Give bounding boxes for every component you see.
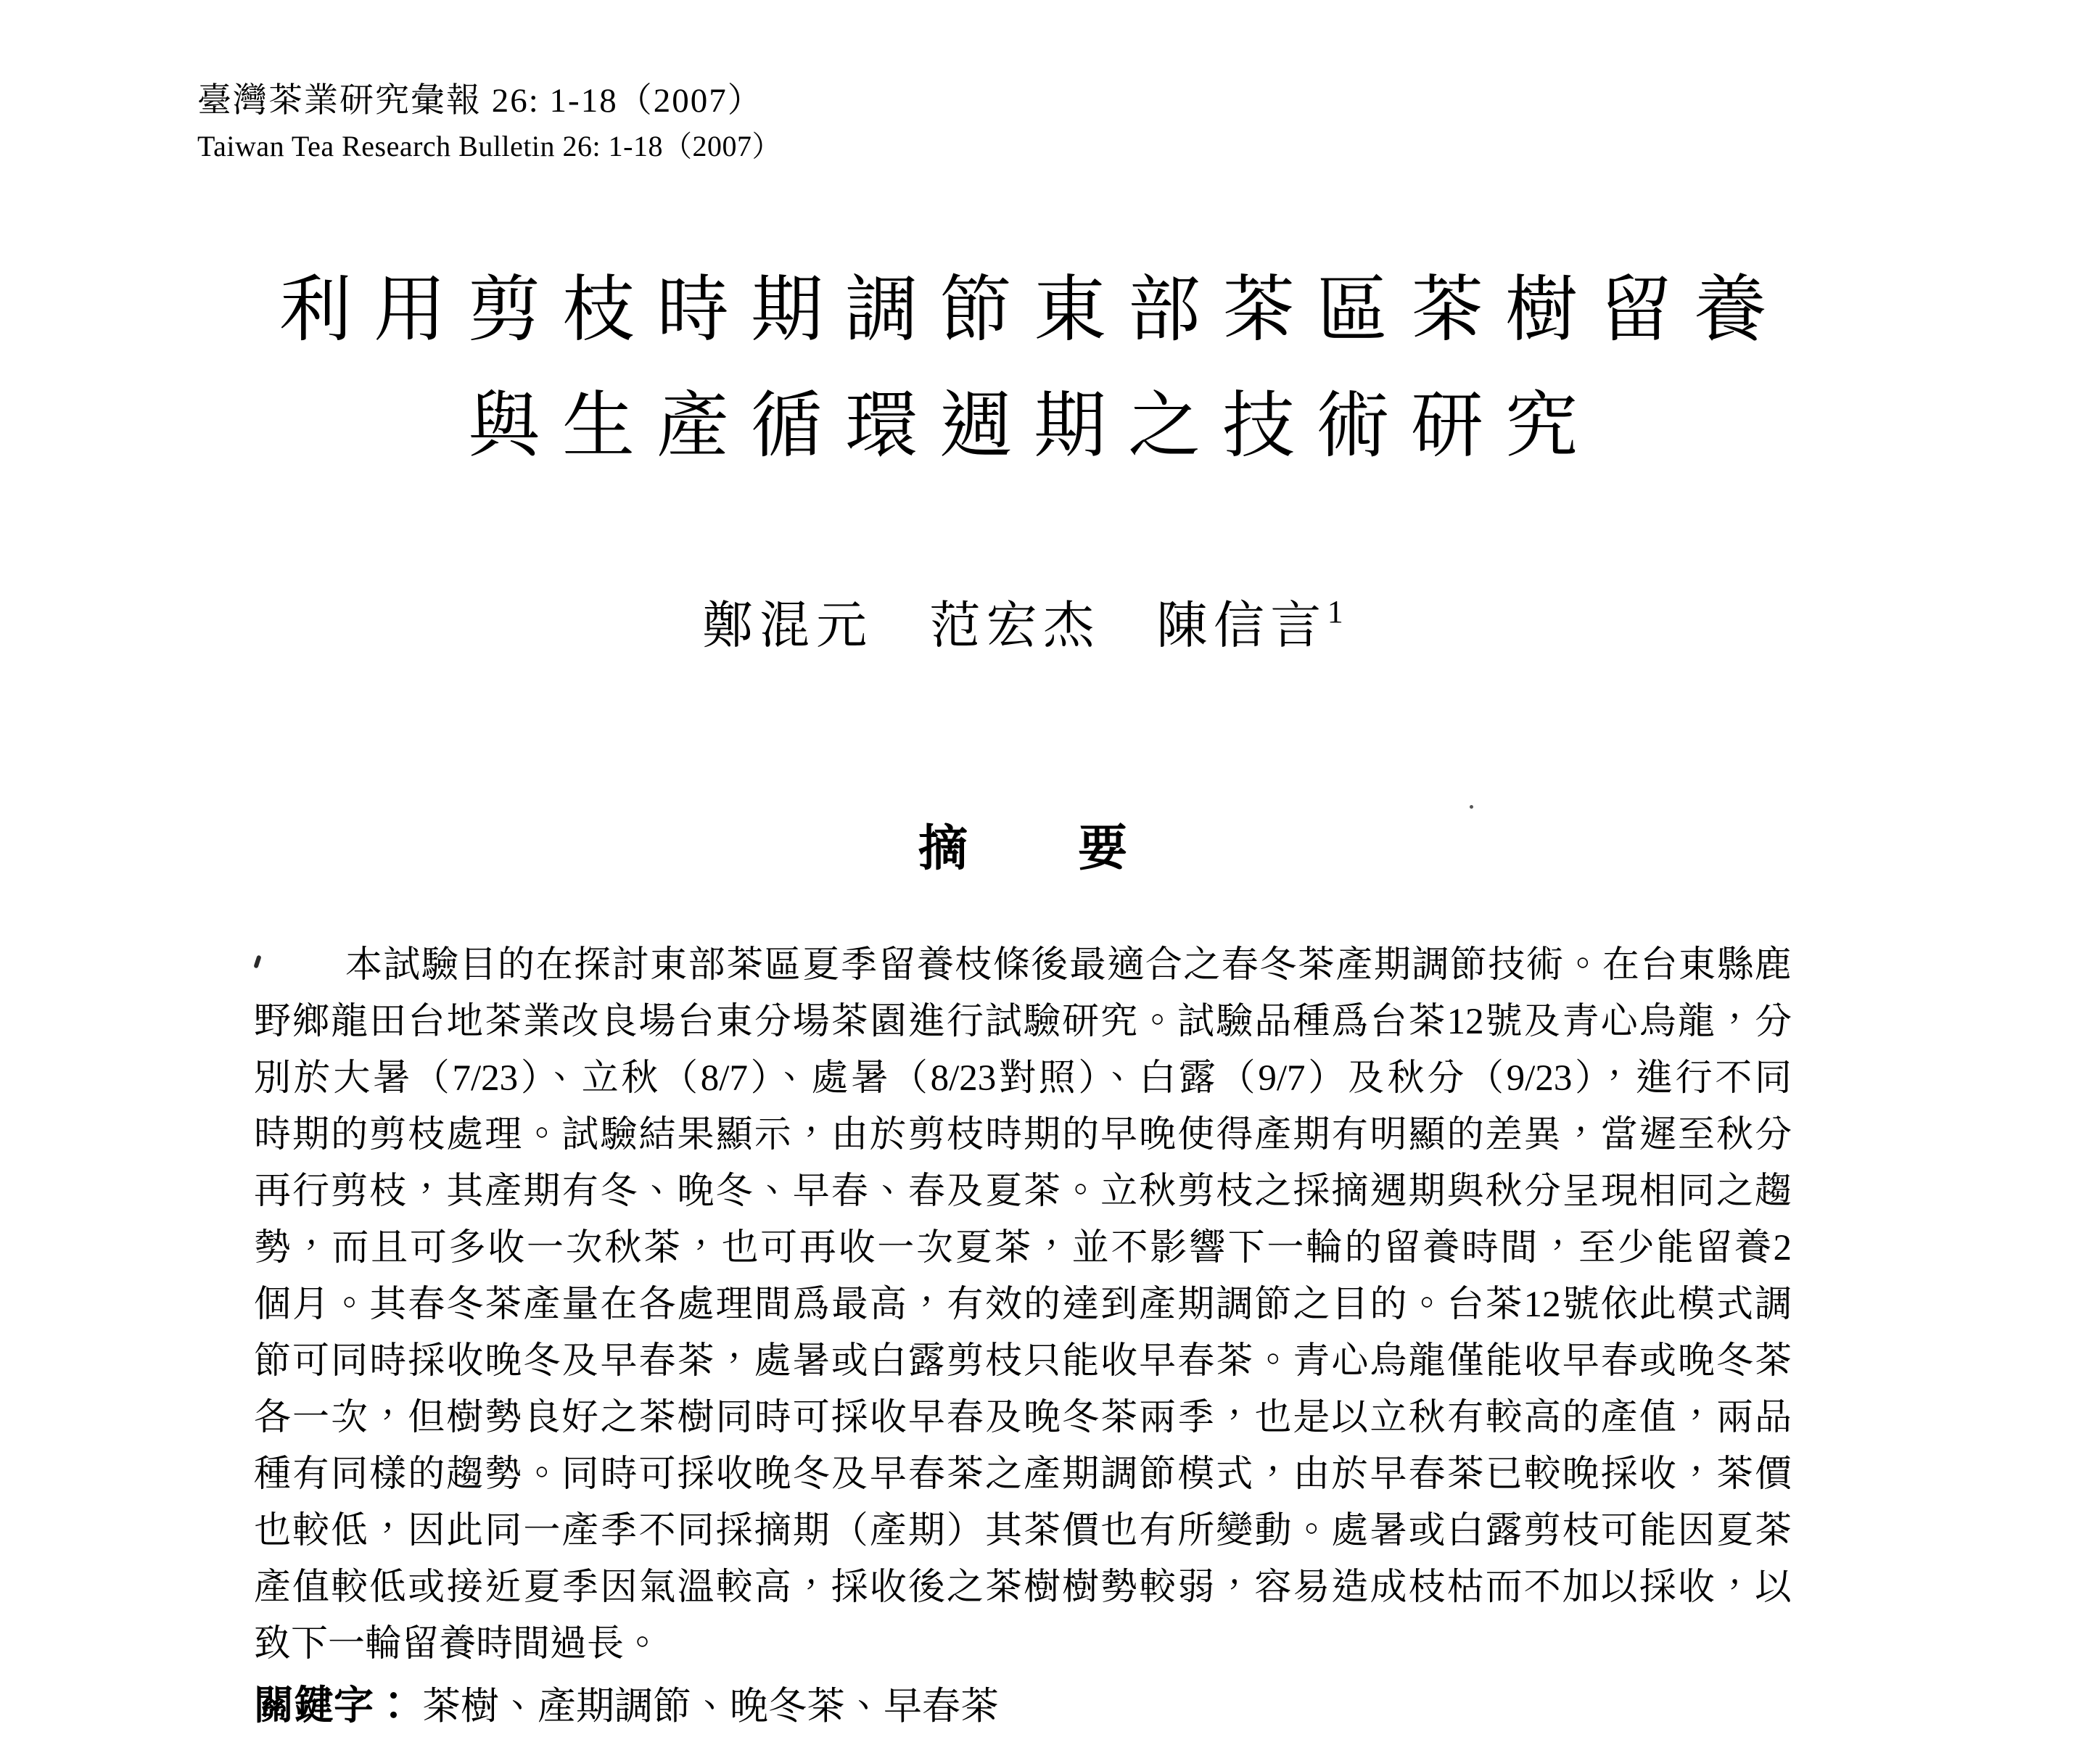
keywords-text: 茶樹、產期調節、晚冬茶、早春茶 [422, 1686, 1000, 1728]
article-title-line-1: 利用剪枝時期調節東部茶區茶樹留養 [279, 270, 1788, 350]
abstract-body [254, 937, 1792, 1672]
keywords-label: 關鍵字： [254, 1683, 414, 1728]
author-name-2: 范宏杰 [929, 598, 1100, 654]
abstract-line: 也較低，因此同一產季不同採摘期（產期）其茶價也有所變動。處暑或白露剪枝可能因夏茶 [254, 1511, 1792, 1551]
abstract-line: 別於大暑（7/23）、立秋（8/7）、處暑（8/23對照）、白露（9/7）及秋分（9/23），進行不同 [254, 1058, 1792, 1099]
abstract-line: 本試驗目的在探討東部茶區夏季留養枝條後最適合之春冬茶產期調節技術。在台東縣鹿 [345, 945, 1792, 986]
abstract-heading-char-1: 摘 [918, 821, 968, 876]
abstract-line: 產值較低或接近夏季因氣溫較高，採收後之茶樹樹勢較弱，容易造成枝枯而不加以採收，以 [254, 1567, 1792, 1608]
author-name-3-text: 陳信言 [1156, 598, 1327, 654]
abstract-heading-char-2: 要 [1078, 821, 1128, 876]
abstract-line: 再行剪枝，其產期有冬、晚冬、早春、春及夏茶。立秋剪枝之採摘週期與秋分呈現相同之趨 [254, 1171, 1792, 1212]
abstract-line: 勢，而且可多收一次秋茶，也可再收一次夏茶，並不影響下一輪的留養時間，至少能留養2 [254, 1228, 1792, 1269]
keywords-line [254, 1680, 999, 1732]
abstract-heading [254, 820, 1792, 878]
abstract-line: 個月。其春冬茶產量在各處理間爲最高，有效的達到產期調節之目的。台茶12號依此模式調 [254, 1284, 1792, 1325]
abstract-line: 種有同樣的趨勢。同時可採收晚冬及早春茶之產期調節模式，由於早春茶已較晚採收，茶價 [254, 1454, 1792, 1495]
scan-speck-upper-right [1470, 805, 1473, 809]
abstract-line: 節可同時採收晚冬及早春茶，處暑或白露剪枝只能收早春茶。青心烏龍僅能收早春或晚冬茶 [254, 1341, 1792, 1382]
abstract-line: 野鄉龍田台地茶業改良場台東分場茶園進行試驗研究。試驗品種爲台茶12號及青心烏龍，分 [254, 1002, 1792, 1042]
journal-header-english: Taiwan Tea Research Bulletin 26: 1-18（2007） [197, 130, 781, 162]
abstract-line: 時期的剪枝處理。試驗結果顯示，由於剪枝時期的早晚使得產期有明顯的差異，當遲至秋分 [254, 1115, 1792, 1155]
article-title [254, 252, 1792, 484]
author-name-3 [1156, 594, 1343, 654]
article-title-line-2: 與生產循環週期之技術研究 [468, 386, 1599, 466]
author-footnote-mark: 1 [1327, 594, 1343, 630]
journal-header [197, 80, 781, 164]
author-line [254, 582, 1792, 657]
author-name-1: 鄭混元 [702, 598, 873, 654]
abstract-line: 致下一輪留養時間過長。 [254, 1624, 662, 1665]
abstract-line: 各一次，但樹勢良好之茶樹同時可採收早春及晚冬茶兩季，也是以立秋有較高的產值，兩品 [254, 1398, 1792, 1438]
journal-header-chinese: 臺灣茶業研究彙報 26: 1-18（2007） [197, 82, 763, 120]
